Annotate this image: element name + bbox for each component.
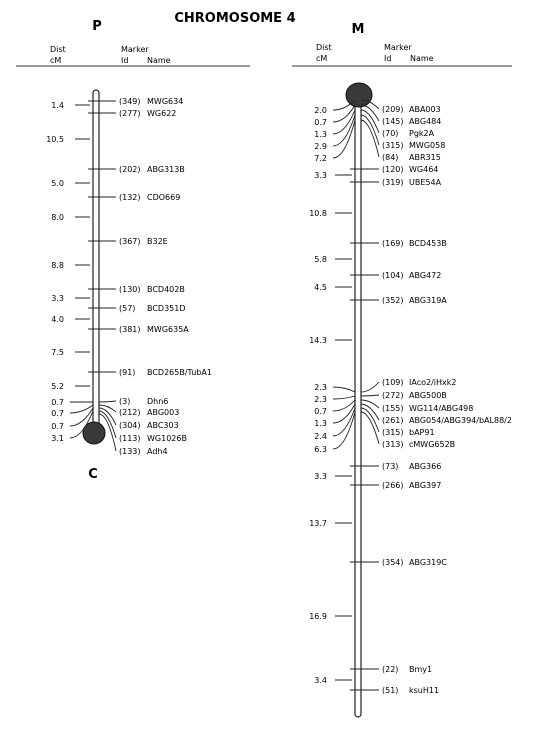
m-marker-name: bAP91 [409, 428, 435, 437]
m-marker-id: (261) [382, 416, 404, 425]
p-distance-label: 0.7 [51, 409, 64, 418]
m-marker-id: (109) [382, 378, 404, 387]
m-distance-connector [333, 412, 355, 449]
m-distance-label: 2.3 [314, 383, 327, 392]
p-marker-id: (130) [119, 285, 141, 294]
m-marker-name: ABG484 [409, 117, 442, 126]
p-marker-name: B32E [147, 237, 168, 246]
m-distance-label: 5.8 [314, 255, 327, 264]
m-distance-label: 1.3 [314, 419, 327, 428]
p-marker-name: BCD265B/TubA1 [147, 368, 212, 377]
m-marker-connector [361, 395, 379, 396]
m-marker-id: (22) [382, 665, 399, 674]
m-distance-label: 13.7 [309, 519, 327, 528]
p-distance-label: 5.0 [51, 179, 64, 188]
m-marker-id: (272) [382, 391, 404, 400]
m-marker-id: (315) [382, 428, 404, 437]
m-distance-label: 14.3 [309, 336, 327, 345]
m-distance-connector [333, 404, 355, 423]
p-marker-name: MWG635A [147, 325, 189, 334]
m-marker-name: UBE54A [409, 178, 442, 187]
m-marker-name: Bmy1 [409, 665, 433, 674]
p-marker-id: (57) [119, 304, 136, 313]
m-header-dist: Dist [316, 43, 332, 52]
p-distance-label: 0.7 [51, 422, 64, 431]
m-chromosome-bar [355, 95, 361, 717]
m-marker-id: (266) [382, 481, 404, 490]
m-marker-name: IAco2/iHxk2 [409, 378, 457, 387]
m-marker-id: (70) [382, 129, 399, 138]
p-marker-id: (277) [119, 109, 141, 118]
p-distance-connector [70, 405, 93, 413]
m-header-marker: Marker [384, 43, 412, 52]
p-distance-label: 5.2 [51, 382, 64, 391]
m-distance-label: 2.3 [314, 395, 327, 404]
m-distance-label: 16.9 [309, 612, 327, 621]
m-marker-id: (354) [382, 558, 404, 567]
m-distance-label: 0.7 [314, 118, 327, 127]
m-distance-label: 3.3 [314, 472, 327, 481]
p-distance-label: 7.5 [51, 348, 64, 357]
m-marker-name: Pgk2A [409, 129, 435, 138]
p-distance-label: 8.8 [51, 261, 64, 270]
p-header-dist: Dist [50, 45, 66, 54]
m-distance-label: 7.2 [314, 154, 327, 163]
p-marker-name: ABG313B [147, 165, 185, 174]
m-marker-name: ABG319C [409, 558, 447, 567]
m-distance-label: 2.9 [314, 142, 327, 151]
p-header-cm: cM [50, 56, 62, 65]
p-marker-id: (381) [119, 325, 141, 334]
p-marker-name: Dhn6 [147, 397, 169, 406]
p-marker-id: (91) [119, 368, 136, 377]
m-marker-name: cMWG652B [409, 440, 456, 449]
m-marker-id: (169) [382, 239, 404, 248]
p-marker-name: WG622 [147, 109, 177, 118]
p-marker-id: (367) [119, 237, 141, 246]
p-marker-id: (132) [119, 193, 141, 202]
m-marker-connector [361, 412, 379, 444]
m-distance-connector [333, 387, 355, 392]
p-marker-name: ABG003 [147, 408, 180, 417]
m-marker-connector [361, 404, 379, 420]
p-marker-id: (113) [119, 434, 141, 443]
m-marker-name: ABG054/ABG394/bAL88/2 [409, 416, 512, 425]
m-marker-id: (155) [382, 404, 404, 413]
m-marker-id: (84) [382, 153, 399, 162]
m-header-name: Name [410, 54, 434, 63]
p-marker-id: (3) [119, 397, 131, 406]
m-marker-name: ksuH11 [409, 686, 440, 695]
m-distance-label: 2.4 [314, 432, 327, 441]
p-marker-id: (212) [119, 408, 141, 417]
p-header-id: Id [121, 56, 129, 65]
p-chromosome-bar [93, 90, 99, 430]
m-marker-id: (145) [382, 117, 404, 126]
m-distance-label: 4.5 [314, 283, 327, 292]
m-distance-connector [333, 396, 355, 399]
chromosome-title: CHROMOSOME 4 [174, 11, 296, 26]
m-marker-id: (104) [382, 271, 404, 280]
m-marker-id: (51) [382, 686, 399, 695]
m-marker-id: (319) [382, 178, 404, 187]
m-marker-name: MWG058 [409, 141, 446, 150]
p-distance-label: 3.1 [51, 434, 64, 443]
p-marker-connector [99, 401, 116, 402]
m-marker-id: (352) [382, 296, 404, 305]
m-marker-name: ABR315 [409, 153, 441, 162]
m-marker-id: (73) [382, 462, 399, 471]
m-distance-label: 0.7 [314, 407, 327, 416]
m-marker-id: (209) [382, 105, 404, 114]
m-marker-name: ABG472 [409, 271, 442, 280]
m-marker-name: ABG397 [409, 481, 442, 490]
m-distance-label: 10.8 [309, 209, 327, 218]
p-marker-name: CDO669 [147, 193, 181, 202]
m-marker-id: (313) [382, 440, 404, 449]
p-marker-id: (133) [119, 447, 141, 456]
m-marker-name: ABG319A [409, 296, 447, 305]
m-marker-name: WG114/ABG498 [409, 404, 474, 413]
p-distance-label: 0.7 [51, 398, 64, 407]
m-centromere [346, 83, 372, 107]
m-marker-name: ABG366 [409, 462, 442, 471]
p-header-name: Name [147, 56, 171, 65]
p-marker-name: WG1026B [147, 434, 187, 443]
m-marker-id: (120) [382, 165, 404, 174]
m-marker-connector [361, 382, 379, 392]
m-distance-label: 2.0 [314, 106, 327, 115]
m-header-id: Id [384, 54, 392, 63]
m-distance-label: 1.3 [314, 130, 327, 139]
p-marker-id: (304) [119, 421, 141, 430]
m-header-cm: cM [316, 54, 328, 63]
p-centromere-label: C [88, 467, 98, 482]
p-arm-label: P [92, 19, 102, 34]
m-marker-name: BCD453B [409, 239, 447, 248]
p-distance-label: 8.0 [51, 213, 64, 222]
m-marker-name: ABA003 [409, 105, 441, 114]
m-marker-connector [361, 120, 379, 157]
m-marker-id: (315) [382, 141, 404, 150]
p-marker-name: MWG634 [147, 97, 184, 106]
p-distance-label: 3.3 [51, 294, 64, 303]
m-distance-label: 3.3 [314, 171, 327, 180]
p-marker-id: (202) [119, 165, 141, 174]
p-distance-label: 1.4 [51, 101, 64, 110]
m-marker-name: WG464 [409, 165, 439, 174]
p-marker-name: ABC303 [147, 421, 179, 430]
p-marker-name: BCD351D [147, 304, 186, 313]
p-marker-id: (349) [119, 97, 141, 106]
m-marker-connector [361, 105, 379, 121]
m-arm-label: M [351, 22, 365, 37]
p-distance-label: 4.0 [51, 315, 64, 324]
p-marker-name: BCD402B [147, 285, 185, 294]
p-marker-name: Adh4 [147, 447, 168, 456]
m-distance-label: 3.4 [314, 676, 327, 685]
m-marker-name: ABG500B [409, 391, 447, 400]
p-distance-label: 10.5 [46, 135, 64, 144]
p-header-marker: Marker [121, 45, 149, 54]
m-distance-label: 6.3 [314, 445, 327, 454]
